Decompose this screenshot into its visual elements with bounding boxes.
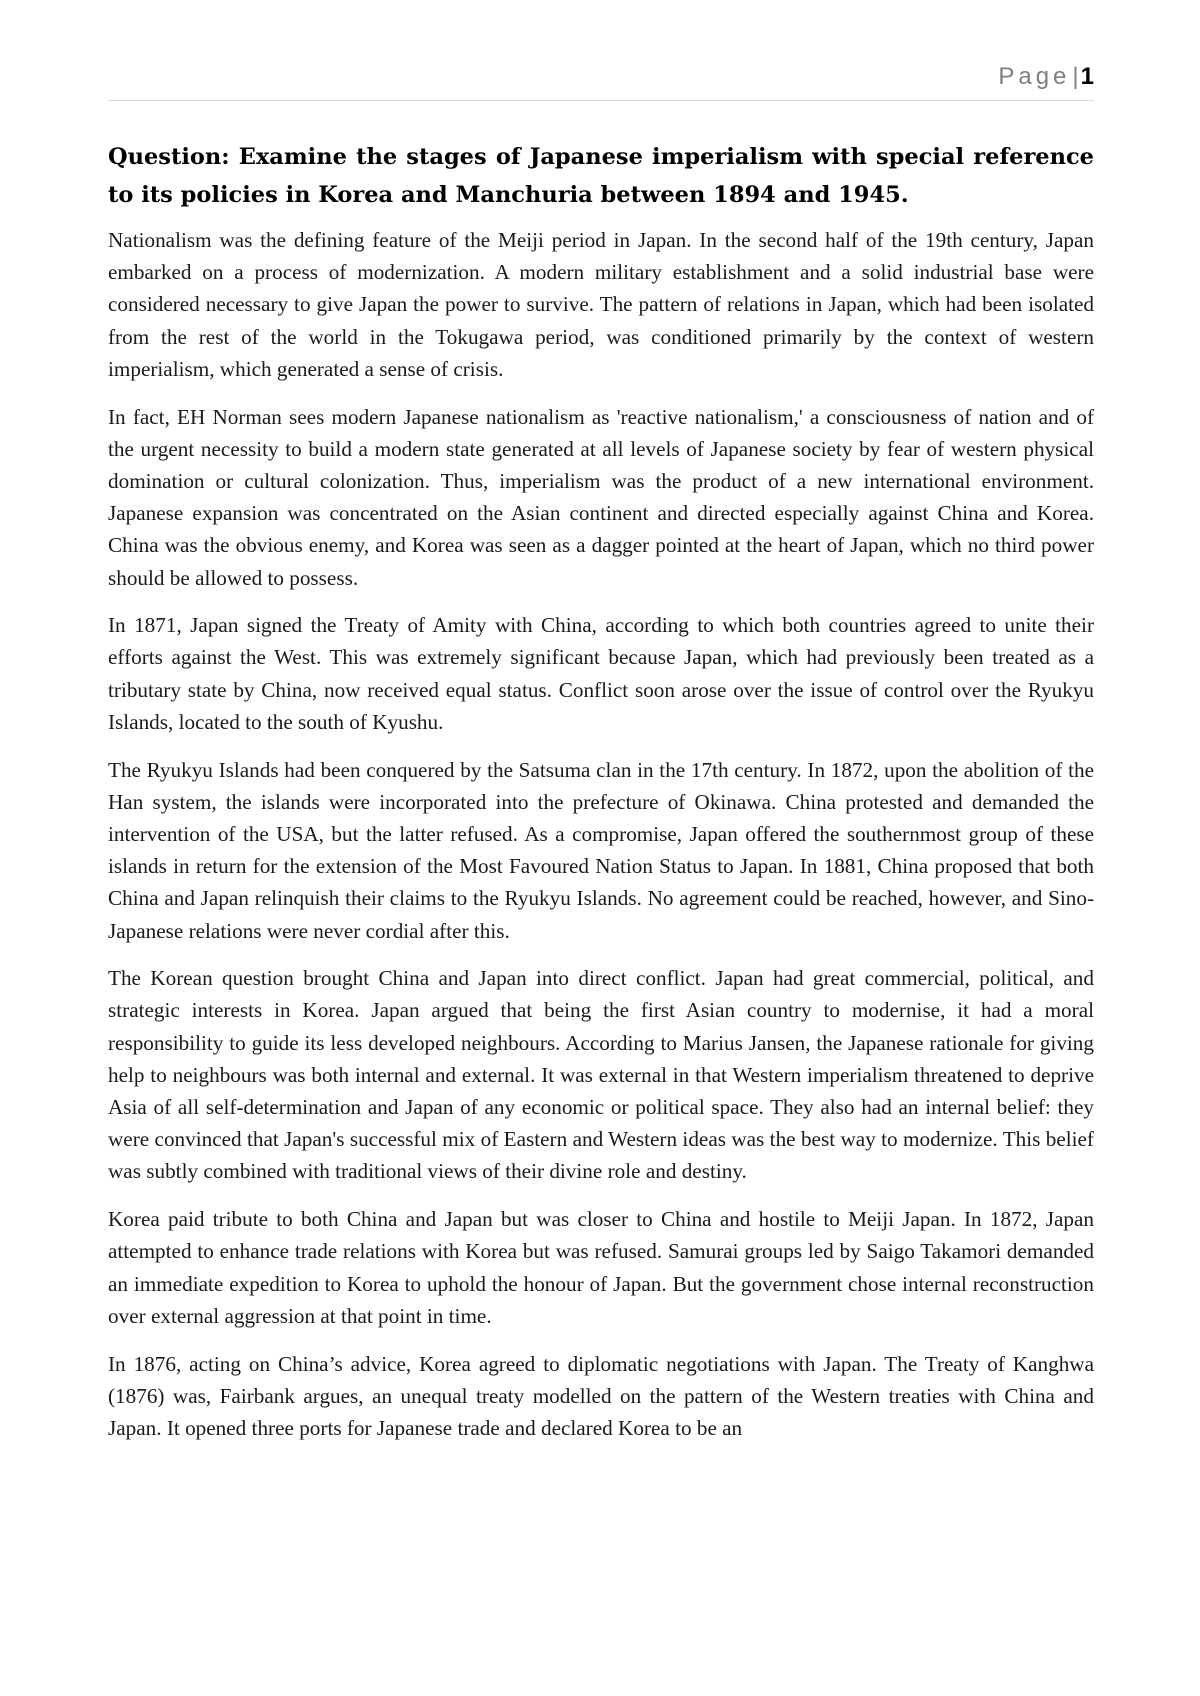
paragraph: Nationalism was the defining feature of the Meiji period in Japan. In the second half of the 19th century, Japan embarked on a process of modernization. A modern military establishment and a solid industrial base were considered necessary to give Japan the power to survive. The pattern of relations in Japan, which had been isolated from the rest of the world in the Tokugawa period, was conditioned primarily by the context of western imperialism, which generated a sense of crisis. bbox=[108, 228, 1094, 381]
paragraph: In fact, EH Norman sees modern Japanese nationalism as 'reactive nationalism,' a consciousness of nation and of the urgent necessity to build a modern state generated at all levels of Japanese society by fear of western physical domination or cultural colonization. Thus, imperialism was the product of a new international environment. Japanese expansion was concentrated on the Asian continent and directed especially against China and Korea. China was the obvious enemy, and Korea was seen as a dagger pointed at the heart of Japan, which no third power should be allowed to possess. bbox=[108, 404, 1094, 590]
paragraph: In 1871, Japan signed the Treaty of Amity with China, according to which both countries agreed to unite their efforts against the West. This was extremely significant because Japan, which had previously been treated as a tributary state by China, now received equal status. Conflict soon arose over the issue of control over the Ryukyu Islands, located to the south of Kyushu. bbox=[108, 613, 1094, 734]
page-separator: | bbox=[1072, 63, 1079, 90]
paragraph: The Ryukyu Islands had been conquered by the Satsuma clan in the 17th century. In 1872, upon the abolition of the Han system, the islands were incorporated into the prefecture of Okinawa. China protested and demanded the intervention of the USA, but the latter refused. As a compromise, Japan offered the southernmost group of these islands in return for the extension of the Most Favoured Nation Status to Japan. In 1881, China proposed that both China and Japan relinquish their claims to the Ryukyu Islands. No agreement could be reached, however, and Sino-Japanese relations were never cordial after this. bbox=[108, 757, 1094, 943]
document-body bbox=[108, 138, 1094, 1460]
page-header bbox=[108, 60, 1094, 101]
page-label: Page bbox=[998, 63, 1071, 90]
page-number: 1 bbox=[1080, 63, 1094, 90]
question-heading: Question: Examine the stages of Japanese imperialism with special reference to its policies in Korea and Manchuria between 1894 and 1945. bbox=[108, 144, 1094, 208]
paragraph: Korea paid tribute to both China and Japan but was closer to China and hostile to Meiji Japan. In 1872, Japan attempted to enhance trade relations with Korea but was refused. Samurai groups led by Saigo Takamori demanded an immediate expedition to Korea to uphold the honour of Japan. But the government chose internal reconstruction over external aggression at that point in time. bbox=[108, 1207, 1094, 1328]
paragraph: The Korean question brought China and Japan into direct conflict. Japan had great commercial, political, and strategic interests in Korea. Japan argued that being the first Asian country to modernise, it had a moral responsibility to guide its less developed neighbours. According to Marius Jansen, the Japanese rationale for giving help to neighbours was both internal and external. It was external in that Western imperialism threatened to deprive Asia of all self-determination and Japan of any economic or political space. They also had an internal belief: they were convinced that Japan's successful mix of Eastern and Western ideas was the best way to modernize. This belief was subtly combined with traditional views of their divine role and destiny. bbox=[108, 966, 1094, 1184]
paragraph: In 1876, acting on China’s advice, Korea agreed to diplomatic negotiations with Japan. The Treaty of Kanghwa (1876) was, Fairbank argues, an unequal treaty modelled on the pattern of the Western treaties with China and Japan. It opened three ports for Japanese trade and declared Korea to be an bbox=[108, 1351, 1094, 1440]
